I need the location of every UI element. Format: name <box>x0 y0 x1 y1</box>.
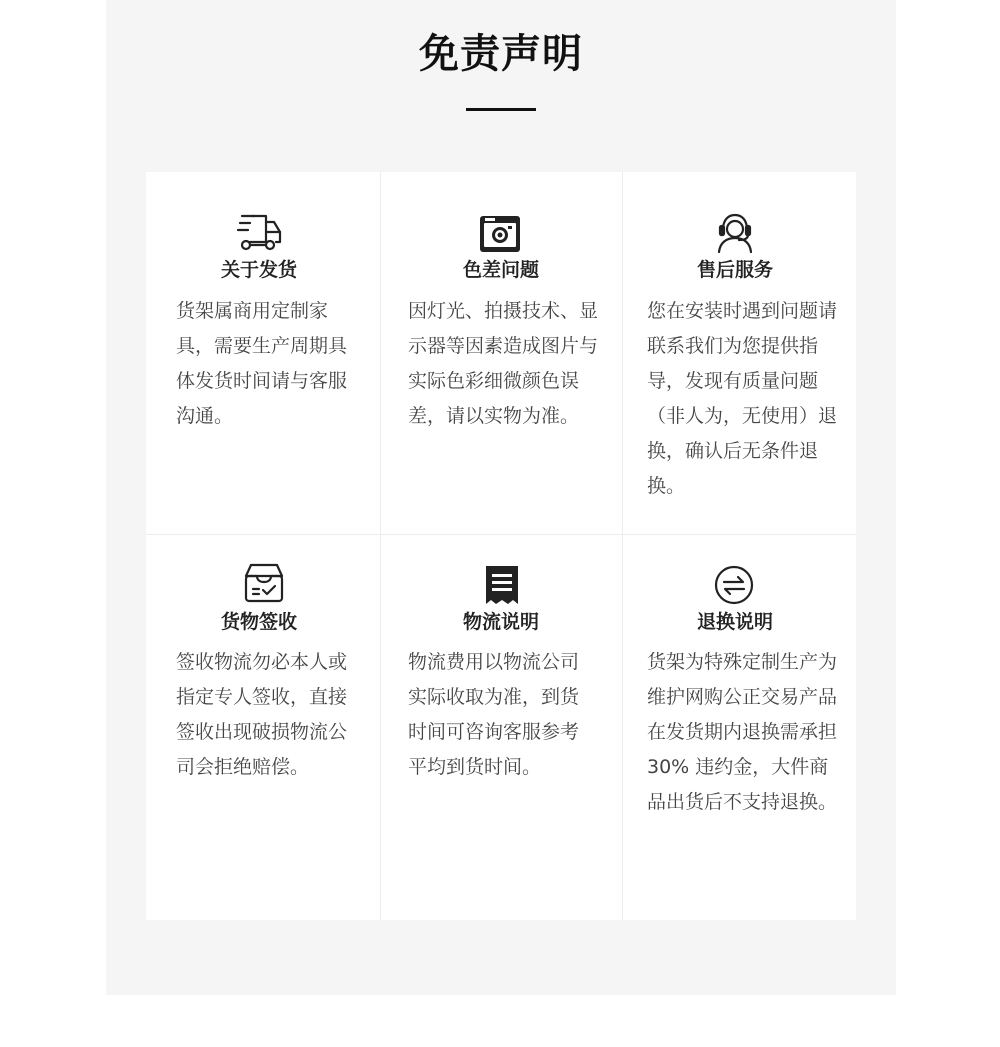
card-package-receipt <box>146 534 380 920</box>
title-underline <box>466 108 536 111</box>
card-text: 签收物流勿必本人或指定专人签收，直接签收出现破损物流公司会拒绝赔偿。 <box>176 651 348 778</box>
card-title: 售后服务 <box>696 259 773 281</box>
card-title: 关于发货 <box>220 259 297 281</box>
disclaimer-grid <box>146 172 856 920</box>
package-received-icon <box>240 562 288 604</box>
card-text: 货架为特殊定制生产为维护网购公正交易产品在发货期内退换需承担 30% 违约金，大件商品出货后不支持退换。 <box>647 651 838 813</box>
delivery-truck-icon <box>236 212 284 254</box>
card-text: 货架属商用定制家具，需要生产周期具体发货时间请与客服沟通。 <box>176 300 348 427</box>
card-title: 货物签收 <box>220 611 297 633</box>
disclaimer-panel <box>106 0 896 995</box>
card-title: 色差问题 <box>462 259 539 281</box>
card-color-difference <box>380 172 622 534</box>
card-title: 退换说明 <box>696 611 773 633</box>
camera-icon <box>476 214 524 256</box>
card-shipping <box>146 172 380 534</box>
card-text: 因灯光、拍摄技术、显示器等因素造成图片与实际色彩细微颜色误差，请以实物为准。 <box>408 300 599 427</box>
card-return-exchange <box>622 534 856 920</box>
exchange-icon <box>710 564 758 606</box>
card-after-sales <box>622 172 856 534</box>
card-logistics <box>380 534 622 920</box>
card-text: 您在安装时遇到问题请联系我们为您提供指导，发现有质量问题（非人为，无使用）退换，确认后无条件退换。 <box>647 300 838 497</box>
headset-support-icon <box>711 212 759 254</box>
page-title: 免责声明 <box>419 31 583 77</box>
card-title: 物流说明 <box>462 611 539 633</box>
card-text: 物流费用以物流公司实际收取为准，到货时间可咨询客服参考平均到货时间。 <box>408 651 580 778</box>
receipt-icon <box>478 564 526 606</box>
